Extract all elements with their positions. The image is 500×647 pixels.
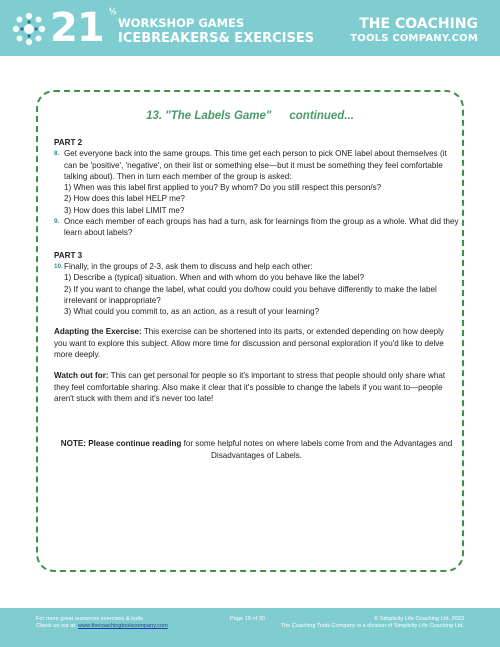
brand-line2: TOOLS COMPANY.COM	[350, 33, 478, 44]
item-text: Get everyone back into the same groups. This time get each person to pick ONE label about themselves (it can be 'positive', 'negative', on their list or something else—but it must be something they feel comfortable talking about). Then in turn each member of the group is asked:	[64, 149, 447, 181]
adapting-label: Adapting the Exercise:	[54, 327, 142, 337]
page-header	[0, 0, 500, 56]
item-question: 1) Describe a (typical) situation. When and with whom do you behave like the label?	[64, 273, 365, 283]
watch-out-label: Watch out for:	[54, 371, 109, 381]
item-question: 2) How does this label HELP me?	[64, 194, 185, 204]
part2-heading: PART 2	[54, 138, 83, 147]
list-item	[54, 261, 459, 317]
footer-check-line	[36, 623, 168, 630]
footer-right	[281, 616, 464, 631]
footer-check-prefix: Check us out at:	[36, 623, 78, 630]
title-main: 13. "The Labels Game"	[146, 110, 272, 122]
footer-resources-text: For more great resources exercises & tools	[36, 616, 143, 622]
note-paragraph	[54, 438, 459, 461]
watch-out-paragraph	[54, 370, 459, 404]
footer-division: The Coaching Tools Company is a division of Simplicity Life Coaching Ltd.	[280, 623, 464, 630]
item-text: Once each member of each groups has had a turn, ask for learnings from the group as a whole. What did they learn about labels?	[64, 217, 459, 238]
footer-page-number: Page 19 of 30	[230, 616, 265, 622]
content-body	[54, 137, 459, 461]
item-number: 8.	[54, 150, 60, 158]
footer-website-link[interactable]: www.thecoachingtoolscompany.com	[77, 623, 168, 630]
item-text: Finally, in the groups of 2-3, ask them to discuss and help each other:	[64, 261, 313, 271]
header-line2: ICEBREAKERS& EXERCISES	[118, 31, 315, 46]
title-suffix: continued...	[289, 110, 354, 122]
item-question: 3) How does this label LIMIT me?	[64, 205, 185, 215]
list-item	[54, 148, 459, 216]
item-question: 2) If you want to change the label, what could you do/how could you behave differently to make the label irrelevant or inappropriate?	[64, 284, 437, 305]
adapting-text: This exercise can be shortened into its parts, or extended depending on how deeply you want to explore this subject. Allow more time for discussion and personal exploration if you'd like to delve more deeply.	[54, 327, 444, 360]
item-number: 10.	[54, 262, 63, 270]
people-burst-logo-icon	[10, 10, 48, 48]
list-item	[54, 216, 459, 239]
footer-copyright: © Simplicity Life Coaching Ltd. 2023	[374, 616, 464, 622]
header-number: 21	[50, 5, 104, 51]
header-fraction: ½	[109, 6, 117, 16]
brand-line1: THE COACHING	[359, 16, 478, 32]
part3-heading: PART 3	[54, 250, 83, 260]
item-number: 9.	[54, 218, 60, 226]
header-line1: WORKSHOP GAMES	[118, 16, 245, 30]
note-label: NOTE: Please continue reading	[60, 439, 182, 449]
watch-out-text: This can get personal for people so it's important to stress that people should only share what they feel comfortable sharing. Also make it clear that it's possible to change the labels if you want to—people aren't stuck with them and it's never too late!	[54, 371, 446, 403]
item-question: 1) When was this label first applied to you? By whom? Do you still respect this person/s?	[64, 183, 382, 193]
footer-left	[36, 616, 168, 631]
note-text: for some helpful notes on where labels come from and the Advantages and Disadvantages of Labels.	[181, 439, 453, 460]
item-question: 3) What could you commit to, as an action, as a result of your learning?	[64, 307, 320, 317]
section-title	[0, 110, 500, 122]
adapting-paragraph	[54, 326, 459, 360]
page-footer	[0, 608, 500, 647]
